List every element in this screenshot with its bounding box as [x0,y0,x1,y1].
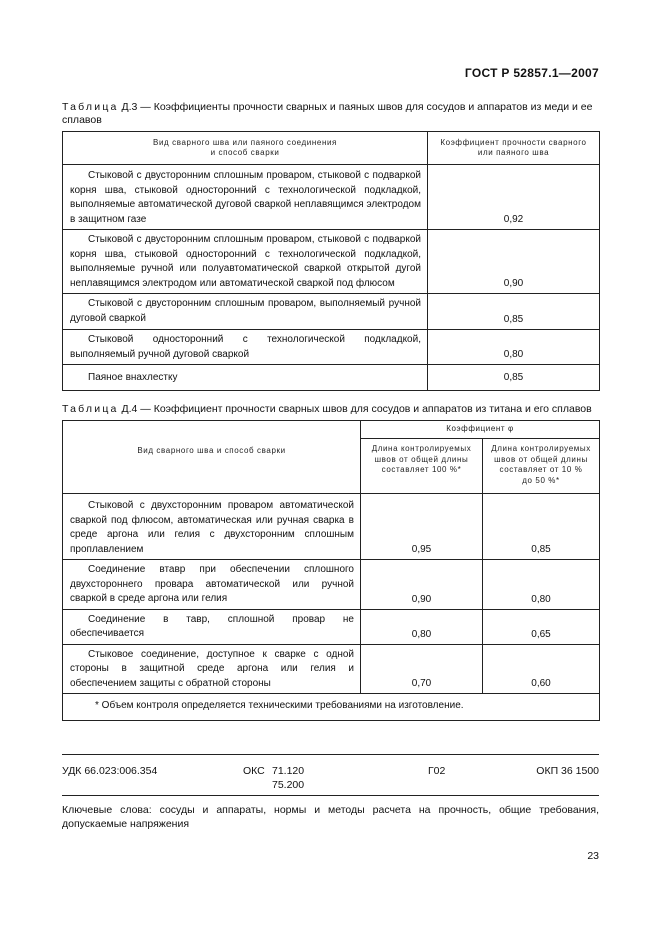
table3-row5-value: 0,85 [428,365,600,391]
footer-mid-rule [62,795,599,796]
table4-caption-text: Д.4 — Коэффициент прочности сварных швов для сосудов и аппаратов из титана и его сплавов [121,403,592,415]
table4-row1-text [63,494,361,560]
table3-header-coefficient: Коэффициент прочности сварного или паяного шва [428,132,600,165]
table-row [63,609,600,644]
table4-header-coefficient: Коэффициент φ [361,421,600,439]
table-row [63,294,600,330]
table4 [62,420,600,721]
table3-row4-value: 0,80 [428,330,600,365]
table3-row3-text [63,294,428,330]
table-row [63,560,600,610]
row-text: Стыковой с двухсторонним проваром автоматической сваркой под флюсом, автоматическая или ручная сварка в среде аргона или гелия с двухсторонним сплошным проплавлением [70,500,354,555]
udk-code: УДК 66.023:006.354 [62,765,158,777]
table4-footnote: * Объем контроля определяется техническими требованиями на изготовление. [63,694,600,721]
table4-header-partial-length: Длина контролируемых швов от общей длины составляет от 10 % до 50 %* [483,439,600,494]
table4-row2-v2: 0,80 [483,560,600,610]
table4-caption [62,403,602,416]
table3-body [62,164,600,391]
table3-row5-text [63,365,428,391]
table4-row4-v1: 0,70 [361,644,483,694]
page-number: 23 [587,850,599,862]
table4-label: Таблица [62,403,119,415]
table3-row1-value: 0,92 [428,165,600,230]
table-row [63,165,600,230]
table4-header-full-length: Длина контролируемых швов от общей длины составляет 100 %* [361,439,483,494]
table3-caption-text: Д.3 — Коэффициенты прочности сварных и паяных швов для сосудов и аппаратов из меди и ее сплавов [62,101,593,126]
row-text: Стыковой с двусторонним сплошным проваром, стыковой с подваркой корня шва, стыковой односторонний с технологической подкладкой, выполняемые автоматической дуговой сваркой неплавящимся электродом в защитном газе [70,170,421,225]
table-row [63,230,600,294]
table4-header-type: Вид сварного шва и способ сварки [63,421,361,494]
group-code: Г02 [428,765,446,777]
table-row [63,644,600,694]
footer-top-rule [62,754,599,755]
oks-code-2: 75.200 [272,779,305,791]
table4-row3-v1: 0,80 [361,609,483,644]
table4-row1-v2: 0,85 [483,494,600,560]
table3-label: Таблица [62,101,119,113]
table3-caption [62,101,602,126]
oks-label: ОКС [243,765,265,777]
row-text: Стыковой односторонний с технологической подкладкой, выполняемый ручной дуговой сваркой [70,334,421,360]
table4-row4-text [63,644,361,694]
table3-row2-value: 0,90 [428,230,600,294]
standard-id: ГОСТ Р 52857.1—2007 [464,66,599,80]
table3-row2-text [63,230,428,294]
row-text: Соединение в тавр, сплошной провар не обеспечивается [70,613,354,639]
table3-header-type: Вид сварного шва или паяного соединения и способ сварки [63,132,428,165]
table4-row3-v2: 0,65 [483,609,600,644]
row-text: Стыковой с двусторонним сплошным проваром, стыковой с подваркой корня шва, стыковой односторонний с технологической подкладкой, выполняемые ручной или полуавтоматической сваркой открытой дугой неплавящимся электродом или автоматической сваркой под флюсом [70,234,421,289]
table-row [63,330,600,365]
table4-row2-text [63,560,361,610]
table3-row4-text [63,330,428,365]
row-text: Стыковое соединение, доступное к сварке с одной стороны в защитной среде аргона или гелия и обеспечением защиты с обратной стороны [70,648,354,689]
table4-row4-v2: 0,60 [483,644,600,694]
table-row [63,494,600,560]
row-text: Стыковой с двусторонним сплошным проваром, выполняемый ручной дуговой сваркой [70,298,421,324]
table-row [63,365,600,391]
oks-code-1: 71.120 [272,765,305,777]
row-text: Соединение втавр при обеспечении сплошного двухстороннего провара автоматической или ручной сваркой в среде аргона или гелия [70,564,354,604]
table4-row2-v1: 0,90 [361,560,483,610]
table3-row1-text [63,165,428,230]
table4-row3-text [63,609,361,644]
table4-row1-v1: 0,95 [361,494,483,560]
table3-row3-value: 0,85 [428,294,600,330]
okp-code: ОКП 36 1500 [536,765,599,777]
keywords: Ключевые слова: сосуды и аппараты, нормы и методы расчета на прочность, общие требования, допускаемые напряжения [62,804,599,830]
row-text: Паяное внахлестку [88,371,178,383]
